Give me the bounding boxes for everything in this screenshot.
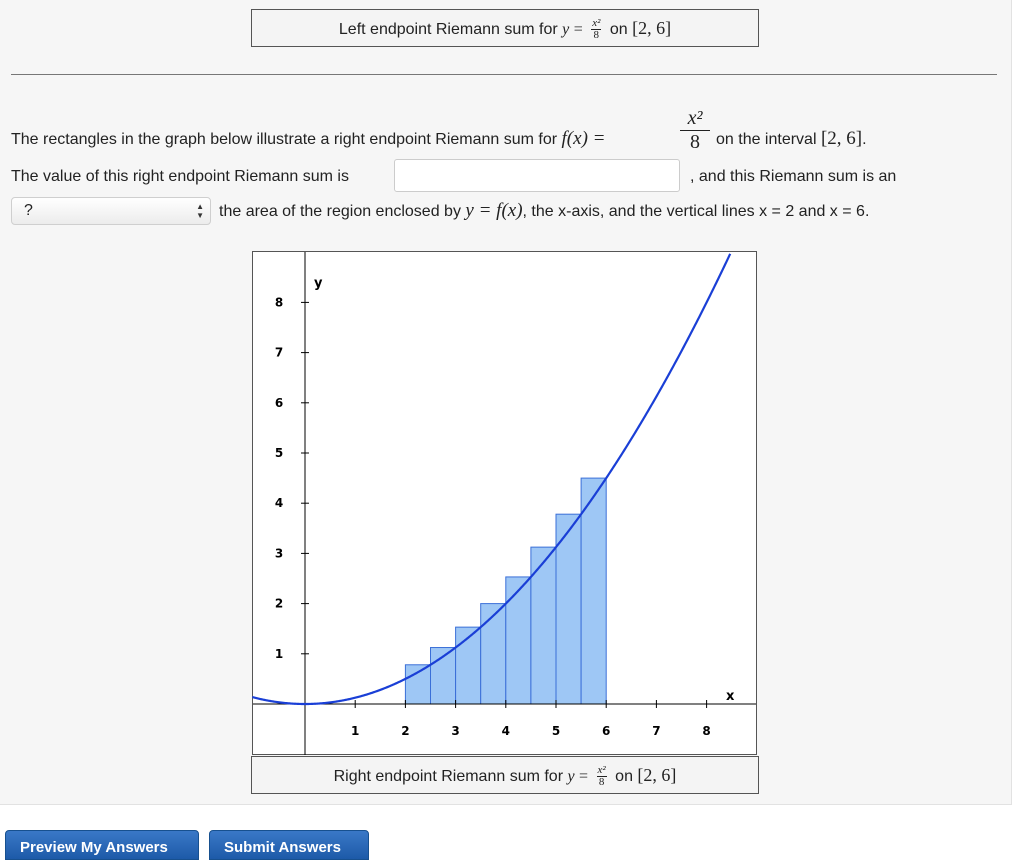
caption-on: on bbox=[615, 768, 633, 785]
function-fraction bbox=[680, 106, 710, 153]
caption-on: on bbox=[609, 21, 628, 38]
riemann-sum-graph bbox=[252, 251, 757, 756]
caption-frac-num: x² bbox=[597, 764, 606, 777]
riemann-rectangle bbox=[405, 665, 430, 704]
interval-value: [2, 6] bbox=[820, 128, 863, 149]
left-sum-caption-box bbox=[251, 9, 759, 47]
riemann-rectangle bbox=[581, 478, 606, 704]
x-tick-label: 5 bbox=[551, 724, 561, 738]
select-value: ? bbox=[24, 202, 33, 219]
fraction-denominator: 8 bbox=[690, 131, 700, 153]
question-line-1 bbox=[11, 128, 605, 150]
right-sum-caption: Right endpoint Riemann sum for y = $\frac{\text{x²}}{8}$ on [2, 6] bbox=[333, 764, 677, 789]
caption-interval: [2, 6] bbox=[637, 765, 677, 785]
question-text: The rectangles in the graph below illustrate a right endpoint Riemann sum for bbox=[11, 131, 558, 148]
caption-var: y bbox=[567, 768, 575, 785]
riemann-rectangle bbox=[506, 577, 531, 704]
region-equation: y = f(x) bbox=[465, 200, 523, 221]
y-tick-label: 3 bbox=[274, 546, 284, 561]
caption-frac-den: 8 bbox=[593, 29, 600, 42]
y-axis-label: y bbox=[314, 276, 323, 291]
preview-answers-button[interactable]: Preview My Answers bbox=[5, 830, 199, 860]
period: . bbox=[862, 131, 867, 148]
question-line-1-end bbox=[716, 128, 867, 150]
y-tick-label: 5 bbox=[274, 446, 284, 460]
right-sum-caption-box bbox=[251, 756, 759, 794]
y-tick-label: 2 bbox=[274, 596, 284, 611]
region-text-end: , the x-axis, and the vertical lines x = 2 and x = 6. bbox=[522, 203, 870, 220]
caption-frac-den: 8 bbox=[598, 776, 605, 789]
x-tick-label: 2 bbox=[401, 724, 410, 738]
x-tick-label: 8 bbox=[702, 724, 711, 738]
function-notation: f(x) = bbox=[561, 128, 606, 149]
x-tick-label: 6 bbox=[602, 724, 611, 738]
y-tick-label: 7 bbox=[274, 345, 284, 360]
caption-text: Left endpoint Riemann sum for bbox=[338, 21, 558, 38]
riemann-sum-answer-input[interactable] bbox=[394, 159, 680, 192]
caption-var: y bbox=[562, 21, 570, 38]
question-line-2-end: , and this Riemann sum is an bbox=[690, 168, 897, 185]
region-text: the area of the region enclosed by bbox=[219, 203, 461, 220]
riemann-rectangle bbox=[481, 604, 506, 704]
left-sum-caption: Left endpoint Riemann sum for y = $\frac{\text{x²}}{8}$ on [2, 6] bbox=[338, 17, 672, 42]
select-arrows-icon: ▲ ▼ bbox=[196, 202, 204, 220]
question-line-2: The value of this right endpoint Riemann sum is bbox=[11, 168, 349, 185]
caption-frac-num: x² bbox=[592, 17, 601, 30]
interval-text: on the interval bbox=[716, 131, 817, 148]
y-tick-label: 8 bbox=[274, 295, 284, 310]
riemann-rectangle bbox=[531, 547, 556, 704]
caption-text: Right endpoint Riemann sum for bbox=[333, 768, 564, 785]
x-tick-label: 1 bbox=[351, 724, 360, 738]
x-axis-label: x bbox=[726, 689, 735, 704]
submit-answers-button[interactable]: Submit Answers bbox=[209, 830, 369, 860]
y-tick-label: 6 bbox=[274, 395, 284, 410]
question-line-3 bbox=[219, 200, 869, 222]
y-tick-label: 4 bbox=[274, 496, 284, 511]
x-tick-label: 4 bbox=[501, 724, 510, 738]
x-tick-label: 3 bbox=[451, 724, 460, 738]
fraction-numerator: x² bbox=[680, 106, 710, 131]
comparison-select[interactable] bbox=[11, 197, 211, 225]
y-tick-label: 1 bbox=[274, 646, 284, 661]
x-tick-label: 7 bbox=[652, 724, 661, 738]
section-divider bbox=[11, 74, 997, 75]
caption-interval: [2, 6] bbox=[632, 18, 672, 38]
